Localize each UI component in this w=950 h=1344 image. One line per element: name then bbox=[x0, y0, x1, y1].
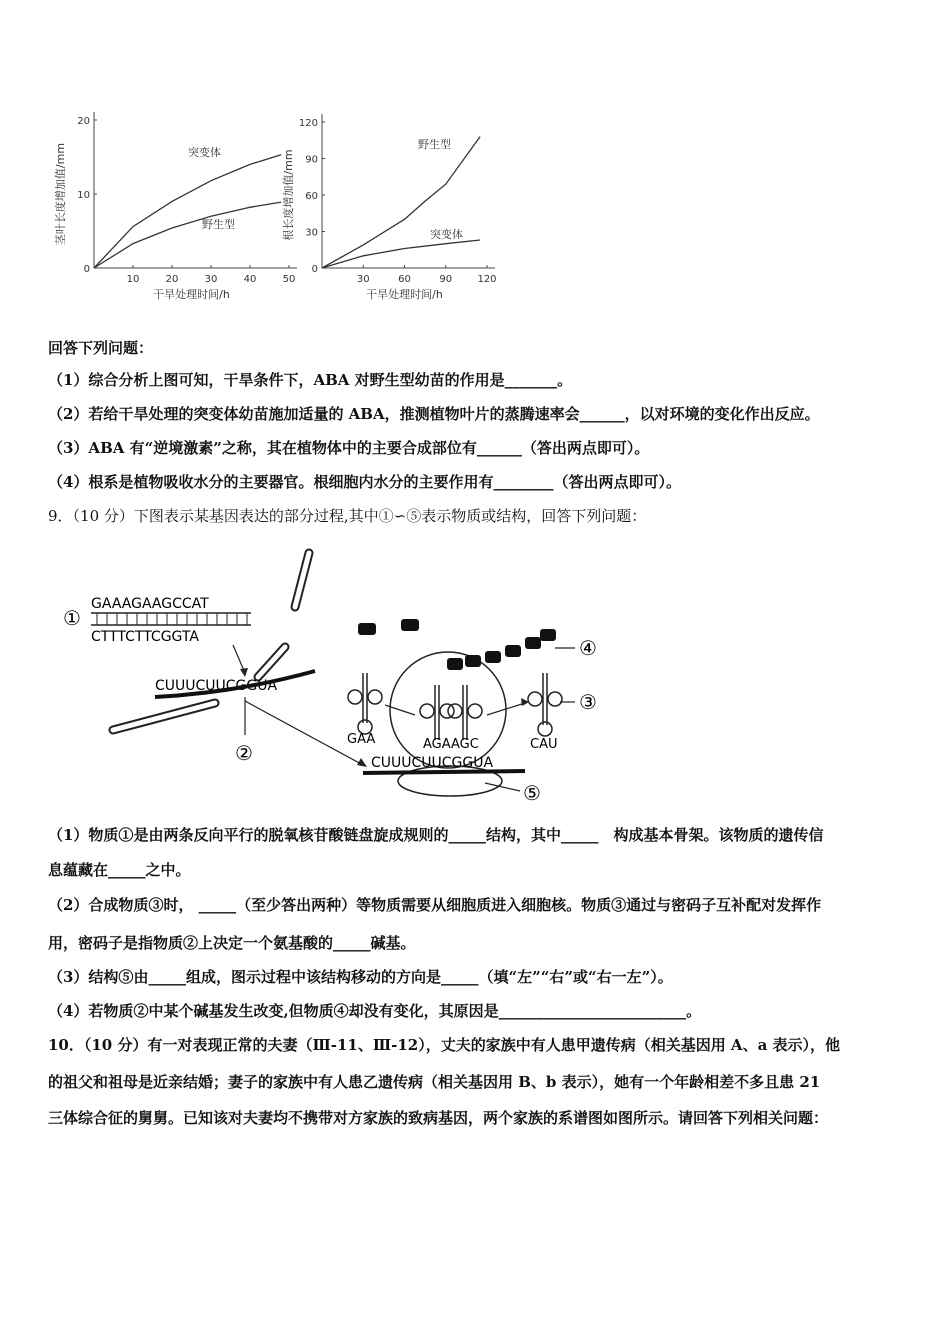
x-tick-label: 40 bbox=[243, 274, 257, 285]
x-tick-label: 20 bbox=[165, 274, 179, 285]
y-tick-label: 0 bbox=[311, 264, 318, 275]
trna-3-anticodon: CAU bbox=[530, 737, 558, 752]
label-3: ③ bbox=[579, 690, 597, 714]
trna-2 bbox=[420, 685, 482, 740]
x-tick-label: 60 bbox=[398, 274, 411, 285]
x-axis-label: 干旱处理时间/h bbox=[366, 288, 443, 301]
y-tick-label: 20 bbox=[77, 116, 90, 127]
dna-top-strand: GAAAGAAGCCAT bbox=[91, 596, 209, 612]
series-line-2 bbox=[94, 202, 281, 268]
x-tick-label: 10 bbox=[126, 274, 140, 285]
trna-1-anticodon: GAA bbox=[347, 732, 376, 747]
x-tick-label: 90 bbox=[439, 274, 453, 285]
mrna-right-strand bbox=[363, 771, 525, 773]
section9-q2a: （2）合成物质③时， _____（至少答出两种）等物质需要从细胞质进入细胞核。物质③通过与密码子互补配对发挥作 bbox=[48, 896, 822, 914]
y-tick-label: 10 bbox=[77, 190, 90, 201]
transcription-arrowhead bbox=[240, 668, 248, 677]
mrna-left-sequence: CUUUCUUCGGUA bbox=[155, 678, 278, 694]
section9-q2b: 用，密码子是指物质②上决定一个氨基酸的_____碱基。 bbox=[48, 934, 416, 952]
gene-expression-diagram bbox=[55, 545, 615, 810]
section9-q1b: 息蕴藏在_____之中。 bbox=[48, 861, 191, 879]
section10-line1: 10．（10 分）有一对表现正常的夫妻（Ⅲ-11、Ⅲ-12），丈夫的家族中有人患甲遗传病（相关基因用 A、a 表示），他 bbox=[48, 1036, 841, 1054]
y-axis-label: 茎叶长度增加值/mm bbox=[54, 142, 67, 246]
section9-q4: （4）若物质②中某个碱基发生改变,但物质④却没有变化，其原因是_________________________。 bbox=[48, 1002, 702, 1020]
y-tick-label: 0 bbox=[83, 264, 90, 275]
label-1: ① bbox=[63, 606, 81, 630]
series-label-1: 野生型 bbox=[418, 138, 451, 151]
polypeptide-chain bbox=[358, 619, 556, 670]
x-tick-label: 50 bbox=[282, 274, 296, 285]
series-label-1: 突变体 bbox=[188, 146, 221, 159]
section8-q1: （1）综合分析上图可知，干旱条件下，ABA 对野生型幼苗的作用是_______。 bbox=[48, 371, 573, 389]
x-tick-label: 120 bbox=[477, 274, 497, 285]
section8-q2: （2）若给干旱处理的突变体幼苗施加适量的 ABA，推测植物叶片的蒸腾速率会______，以对环境的变化作出反应。 bbox=[48, 405, 820, 423]
section9-title: 9．（10 分）下图表示某基因表达的部分过程,其中①∽⑤表示物质或结构，回答下列问题： bbox=[48, 507, 647, 525]
transport-arrow bbox=[245, 701, 363, 765]
dna-bottom-strand: CTTTCTTCGGTA bbox=[91, 629, 199, 645]
x-tick-label: 30 bbox=[356, 274, 370, 285]
section8-q4: （4）根系是植物吸收水分的主要器官。根细胞内水分的主要作用有________（答出两点即可）。 bbox=[48, 473, 681, 491]
chart-root bbox=[282, 100, 507, 310]
section8-prompt: 回答下列问题： bbox=[48, 339, 154, 357]
y-tick-label: 90 bbox=[305, 154, 318, 166]
dna-double-helix bbox=[91, 613, 251, 625]
section8-q3: （3）ABA 有“逆境激素”之称，其在植物体中的主要合成部位有______（答出两点即可）。 bbox=[48, 439, 650, 457]
chart-1-plot bbox=[53, 112, 297, 301]
y-axis-label: 根长度增加值/mm bbox=[282, 149, 295, 241]
series-line-1 bbox=[322, 137, 480, 268]
mrna-right-sequence: CUUUCUUCGGUA bbox=[371, 755, 494, 771]
label-4: ④ bbox=[579, 636, 597, 660]
label-5: ⑤ bbox=[523, 781, 541, 805]
y-tick-label: 30 bbox=[305, 227, 318, 239]
trna-3 bbox=[528, 673, 562, 736]
x-tick-label: 30 bbox=[204, 274, 218, 285]
series-label-2: 突变体 bbox=[430, 228, 463, 241]
section9-q1a: （1）物质①是由两条反向平行的脱氧核苷酸链盘旋成规则的_____结构，其中_____ 构成基本骨架。该物质的遗传信 bbox=[48, 826, 824, 844]
section9-q3: （3）结构⑤由_____组成，图示过程中该结构移动的方向是_____（填“左”“右”或“右一左”）。 bbox=[48, 968, 673, 986]
transport-arrowhead bbox=[357, 758, 367, 767]
y-tick-label: 120 bbox=[298, 118, 318, 129]
section10-line2: 的祖父和祖母是近亲结婚；妻子的家族中有人患乙遗传病（相关基因用 B、b 表示），她有一个年龄相差不多且患 21 bbox=[48, 1073, 821, 1091]
series-label-2: 野生型 bbox=[202, 218, 235, 231]
trna-2-anticodon: AGAAGC bbox=[423, 737, 479, 752]
section10-line3: 三体综合征的舅舅。已知该对夫妻均不携带对方家族的致病基因，两个家族的系谱图如图所示。请回答下列相关问题： bbox=[48, 1109, 829, 1127]
label-2: ② bbox=[235, 741, 253, 765]
chart-2-plot bbox=[281, 114, 497, 301]
y-tick-label: 60 bbox=[305, 191, 318, 202]
trna-1 bbox=[348, 673, 382, 734]
x-axis-label: 干旱处理时间/h bbox=[153, 288, 230, 301]
